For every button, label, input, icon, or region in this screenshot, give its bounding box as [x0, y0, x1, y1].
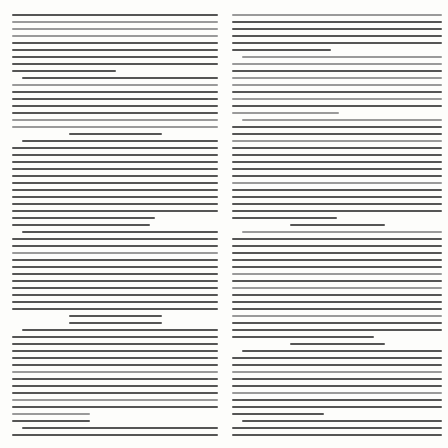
text-line — [12, 371, 218, 373]
text-line — [232, 259, 442, 261]
text-line — [232, 308, 442, 310]
text-line — [232, 84, 442, 86]
text-line — [12, 350, 218, 352]
text-line — [232, 434, 442, 436]
text-line — [12, 182, 218, 184]
text-line — [12, 266, 218, 268]
text-line — [12, 308, 218, 310]
text-line — [12, 119, 218, 121]
text-line — [69, 315, 162, 317]
text-line — [12, 112, 218, 114]
text-line — [12, 420, 90, 422]
text-line — [22, 77, 218, 79]
text-line — [69, 133, 162, 135]
text-line — [232, 315, 442, 317]
text-line — [232, 245, 442, 247]
text-line — [232, 14, 442, 16]
text-line — [232, 203, 442, 205]
text-line — [12, 21, 218, 23]
text-line — [232, 329, 442, 331]
text-line — [232, 406, 442, 408]
text-column-left — [12, 0, 218, 448]
text-line — [12, 413, 90, 415]
text-line — [232, 322, 442, 324]
text-line — [12, 392, 218, 394]
text-line — [12, 154, 218, 156]
text-line — [232, 49, 331, 51]
text-line — [232, 385, 442, 387]
text-line — [12, 294, 218, 296]
text-line — [232, 378, 442, 380]
text-line — [12, 273, 218, 275]
text-line — [232, 21, 442, 23]
text-line — [232, 301, 442, 303]
text-line — [12, 105, 218, 107]
text-line — [232, 371, 442, 373]
text-line — [232, 175, 442, 177]
text-line — [12, 56, 218, 58]
text-line — [22, 329, 218, 331]
text-line — [232, 63, 442, 65]
text-line — [12, 224, 150, 226]
text-line — [12, 378, 218, 380]
text-line — [22, 140, 218, 142]
text-line — [232, 105, 442, 107]
text-line — [12, 301, 218, 303]
text-line — [232, 126, 442, 128]
text-line — [232, 273, 442, 275]
text-line — [232, 28, 442, 30]
text-line — [12, 63, 218, 65]
text-line — [12, 189, 218, 191]
text-line — [232, 140, 442, 142]
text-line — [242, 350, 442, 352]
text-line — [12, 406, 218, 408]
text-line — [232, 133, 442, 135]
text-line — [12, 245, 218, 247]
text-line — [232, 196, 442, 198]
text-line — [242, 420, 442, 422]
text-line — [12, 217, 155, 219]
text-line — [232, 287, 442, 289]
text-line — [232, 147, 442, 149]
text-line — [232, 161, 442, 163]
text-line — [232, 336, 374, 338]
text-line — [290, 343, 385, 345]
text-line — [12, 42, 218, 44]
text-line — [232, 98, 442, 100]
text-line — [12, 35, 218, 37]
text-line — [12, 126, 218, 128]
text-line — [232, 364, 442, 366]
text-line — [232, 357, 442, 359]
text-line — [242, 231, 442, 233]
text-line — [290, 224, 385, 226]
text-line — [12, 84, 218, 86]
text-line — [12, 399, 218, 401]
text-line — [12, 364, 218, 366]
text-line — [232, 399, 442, 401]
text-line — [232, 168, 442, 170]
text-line — [232, 35, 442, 37]
text-line — [12, 175, 218, 177]
text-line — [22, 231, 218, 233]
text-line — [232, 112, 339, 114]
text-line — [232, 252, 442, 254]
text-line — [12, 91, 218, 93]
text-line — [232, 77, 442, 79]
text-line — [12, 280, 218, 282]
text-line — [22, 427, 218, 429]
text-line — [232, 182, 442, 184]
text-line — [69, 322, 162, 324]
text-line — [232, 189, 442, 191]
text-line — [12, 203, 218, 205]
text-line — [232, 280, 442, 282]
text-line — [232, 392, 442, 394]
text-line — [232, 154, 442, 156]
text-line — [12, 161, 218, 163]
text-line — [12, 336, 218, 338]
text-line — [12, 70, 116, 72]
text-line — [12, 98, 218, 100]
text-line — [12, 14, 218, 16]
text-line — [12, 210, 218, 212]
text-line — [12, 147, 218, 149]
text-line — [12, 434, 218, 436]
text-line — [232, 217, 337, 219]
text-line — [12, 357, 218, 359]
text-line — [12, 287, 218, 289]
text-line — [242, 56, 442, 58]
text-line — [12, 49, 218, 51]
text-line — [12, 343, 218, 345]
text-line — [12, 28, 218, 30]
text-line — [12, 259, 218, 261]
text-line — [232, 266, 442, 268]
text-line — [232, 42, 442, 44]
text-line — [12, 238, 218, 240]
text-line — [242, 119, 442, 121]
text-line — [12, 252, 218, 254]
text-line — [12, 168, 218, 170]
text-column-right — [232, 0, 442, 448]
text-line — [232, 294, 442, 296]
text-line — [12, 196, 218, 198]
text-line — [232, 238, 442, 240]
text-line — [232, 413, 324, 415]
text-line — [232, 91, 442, 93]
text-line — [232, 210, 442, 212]
text-line — [12, 385, 218, 387]
text-line — [232, 70, 442, 72]
text-line — [232, 427, 442, 429]
